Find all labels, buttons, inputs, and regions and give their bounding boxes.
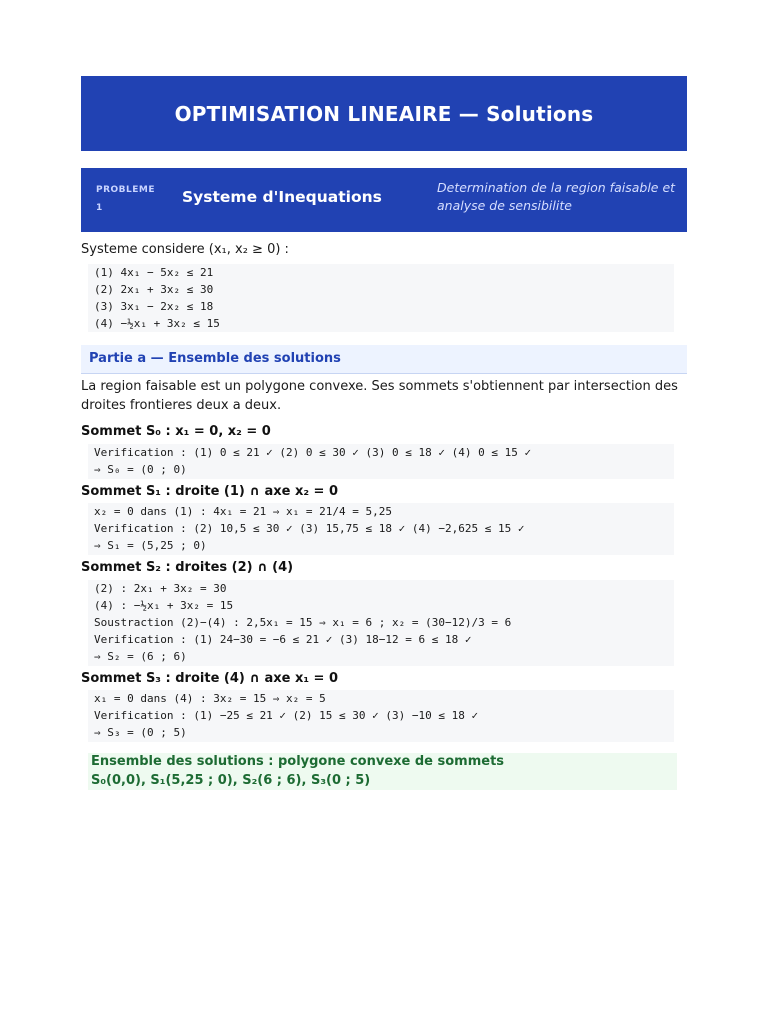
code-line: ⇒ S₀ = (0 ; 0) <box>94 463 187 476</box>
sommet-code-block <box>88 503 674 555</box>
section-heading-text: Partie a — Ensemble des solutions <box>89 351 341 366</box>
sommet-heading: Sommet S₀ : x₁ = 0, x₂ = 0 <box>81 424 271 439</box>
result-box <box>88 753 677 790</box>
code-line: x₁ = 0 dans (4) : 3x₂ = 15 ⇒ x₂ = 5 <box>94 692 326 705</box>
sommet-heading: Sommet S₂ : droites (2) ∩ (4) <box>81 560 294 575</box>
problem-title: Systeme d'Inequations <box>182 188 382 206</box>
sommet-code-block <box>88 580 674 666</box>
problem-tag <box>96 181 166 217</box>
system-code-block <box>88 264 674 332</box>
sommet-code-block <box>88 690 674 742</box>
code-line: (2) : 2x₁ + 3x₂ = 30 <box>94 582 227 595</box>
code-line: Verification : (1) −25 ≤ 21 ✓ (2) 15 ≤ 30 ✓ (3) −10 ≤ 18 ✓ <box>94 709 479 722</box>
problem-tag-label: PROBLEME <box>96 185 156 195</box>
code-line: ⇒ S₂ = (6 ; 6) <box>94 650 187 663</box>
result-line: Ensemble des solutions : polygone convexe de sommets <box>91 754 505 769</box>
page-title: OPTIMISATION LINEAIRE — Solutions <box>81 76 687 151</box>
result-line: S₀(0,0), S₁(5,25 ; 0), S₂(6 ; 6), S₃(0 ; 5) <box>91 772 371 788</box>
problem-tag-number: 1 <box>96 203 103 213</box>
code-line: Soustraction (2)−(4) : 2,5x₁ = 15 ⇒ x₁ = 6 ; x₂ = (30−12)/3 = 6 <box>94 616 512 629</box>
system-line: (1) 4x₁ − 5x₂ ≤ 21 <box>94 266 214 279</box>
system-line: (4) −½x₁ + 3x₂ ≤ 15 <box>94 317 220 330</box>
system-intro: Systeme considere (x₁, x₂ ≥ 0) : <box>81 242 289 257</box>
sommet-code-block <box>88 444 674 479</box>
sommet-heading: Sommet S₃ : droite (4) ∩ axe x₁ = 0 <box>81 671 339 686</box>
partie-a-intro: La region faisable est un polygone convexe. Ses sommets s'obtiennent par intersection des droites frontieres deux a deux. <box>81 379 678 413</box>
code-line: Verification : (1) 24−30 = −6 ≤ 21 ✓ (3) 18−12 = 6 ≤ 18 ✓ <box>94 633 472 646</box>
code-line: (4) : −½x₁ + 3x₂ = 15 <box>94 599 234 612</box>
code-line: ⇒ S₃ = (0 ; 5) <box>94 726 187 739</box>
sommet-heading: Sommet S₁ : droite (1) ∩ axe x₂ = 0 <box>81 484 339 499</box>
code-line: x₂ = 0 dans (1) : 4x₁ = 21 ⇒ x₁ = 21/4 = 5,25 <box>94 505 393 518</box>
code-line: Verification : (2) 10,5 ≤ 30 ✓ (3) 15,75 ≤ 18 ✓ (4) −2,625 ≤ 15 ✓ <box>94 522 525 535</box>
system-line: (2) 2x₁ + 3x₂ ≤ 30 <box>94 283 214 296</box>
system-line: (3) 3x₁ − 2x₂ ≤ 18 <box>94 300 214 313</box>
problem-banner <box>81 168 687 232</box>
problem-subtitle: Determination de la region faisable et analyse de sensibilite <box>437 180 676 213</box>
code-line: Verification : (1) 0 ≤ 21 ✓ (2) 0 ≤ 30 ✓ (3) 0 ≤ 18 ✓ (4) 0 ≤ 15 ✓ <box>94 446 532 459</box>
section-heading-partie-a <box>81 345 687 374</box>
code-line: ⇒ S₁ = (5,25 ; 0) <box>94 539 207 552</box>
